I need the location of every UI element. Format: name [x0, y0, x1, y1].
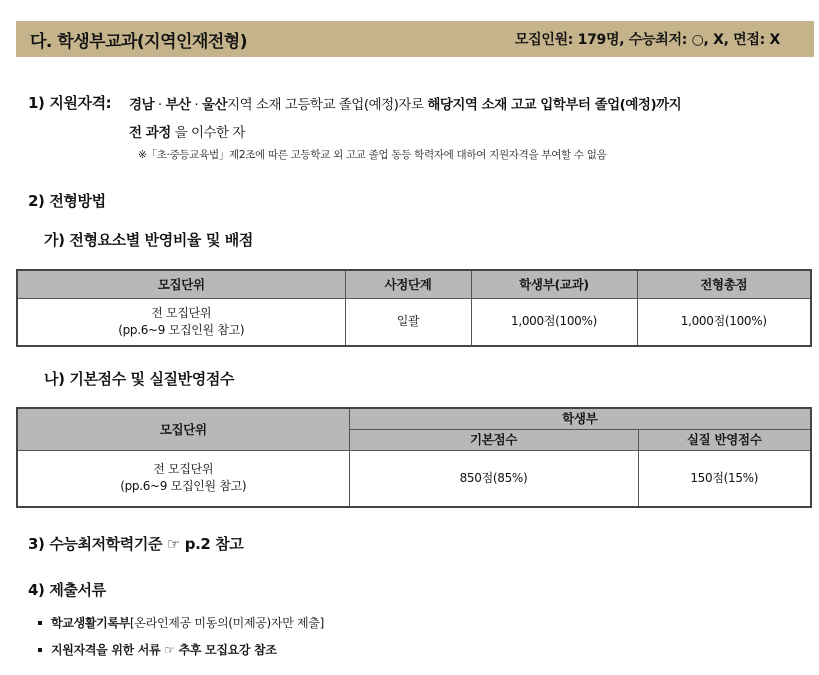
cell-base: 850점(85%)	[349, 450, 638, 507]
eligibility-text-end: 을 이수한 자	[174, 125, 245, 141]
documents-heading: 4) 제출서류	[28, 581, 106, 599]
recruitment-summary: 모집인원: 179명, 수능최저: ○, X, 면접: X	[514, 32, 780, 48]
separator: ·	[154, 97, 166, 113]
region-busan: 부산	[165, 97, 191, 113]
eligibility-full-course: 전 과정	[129, 125, 171, 141]
cell-total: 1,000점(100%)	[637, 298, 811, 346]
col-header-real: 실질 반영점수	[638, 429, 811, 450]
col-header-unit: 모집단위	[17, 270, 345, 298]
bullet-square-icon	[38, 648, 42, 652]
region-gyeongnam: 경남	[129, 97, 155, 113]
region-ulsan: 울산	[201, 97, 228, 113]
unit-line-1: 전 모집단위	[151, 305, 212, 320]
score-table	[16, 407, 812, 508]
score-heading: 나) 기본점수 및 실질반영점수	[44, 370, 235, 388]
col-header-record: 학생부(교과)	[471, 270, 637, 298]
eligibility-heading: 1) 지원자격:	[28, 94, 112, 112]
col-header-stage: 사정단계	[345, 270, 471, 298]
table-header-row	[17, 408, 811, 429]
unit-line-2: (pp.6~9 모집인원 참고)	[120, 479, 247, 494]
list-item	[38, 641, 277, 658]
cell-unit	[17, 298, 345, 346]
document-name: 지원자격을 위한 서류 ☞ 추후 모집요강 참조	[51, 643, 277, 657]
table-row	[17, 298, 811, 346]
eligibility-line-2	[129, 121, 245, 141]
ratio-table	[16, 269, 812, 347]
document-name: 학교생활기록부	[51, 616, 131, 630]
bullet-square-icon	[38, 621, 42, 625]
cell-record: 1,000점(100%)	[471, 298, 637, 346]
ratio-heading: 가) 전형요소별 반영비율 및 배점	[44, 231, 253, 249]
col-header-record: 학생부	[349, 408, 811, 429]
col-header-unit: 모집단위	[17, 408, 349, 450]
eligibility-condition: 해당지역 소재 고교 입학부터 졸업(예정)까지	[427, 97, 682, 113]
method-heading: 2) 전형방법	[28, 192, 106, 210]
section-title: 다. 학생부교과(지역인재전형)	[30, 31, 247, 52]
table-row	[17, 450, 811, 507]
cell-stage: 일괄	[345, 298, 471, 346]
col-header-base: 기본점수	[349, 429, 638, 450]
eligibility-note: ※「초·중등교육법」제2조에 따른 고등학교 외 고교 졸업 동등 학력자에 대하여 지원자격을 부여할 수 없음	[138, 149, 607, 161]
list-item	[38, 614, 324, 631]
section-header-bar	[16, 21, 814, 57]
separator: ·	[190, 97, 202, 113]
eligibility-line-1	[129, 93, 681, 113]
csat-heading: 3) 수능최저학력기준 ☞ p.2 참고	[28, 535, 244, 553]
document-detail: [온라인제공 미동의(미제공)자만 제출]	[130, 616, 324, 630]
cell-real: 150점(15%)	[638, 450, 811, 507]
unit-line-1: 전 모집단위	[153, 462, 214, 477]
eligibility-text: 지역 소재 고등학교 졸업(예정)자로	[227, 97, 428, 113]
table-header-row	[17, 270, 811, 298]
cell-unit	[17, 450, 349, 507]
col-header-total: 전형총점	[637, 270, 811, 298]
unit-line-2: (pp.6~9 모집인원 참고)	[118, 322, 245, 337]
